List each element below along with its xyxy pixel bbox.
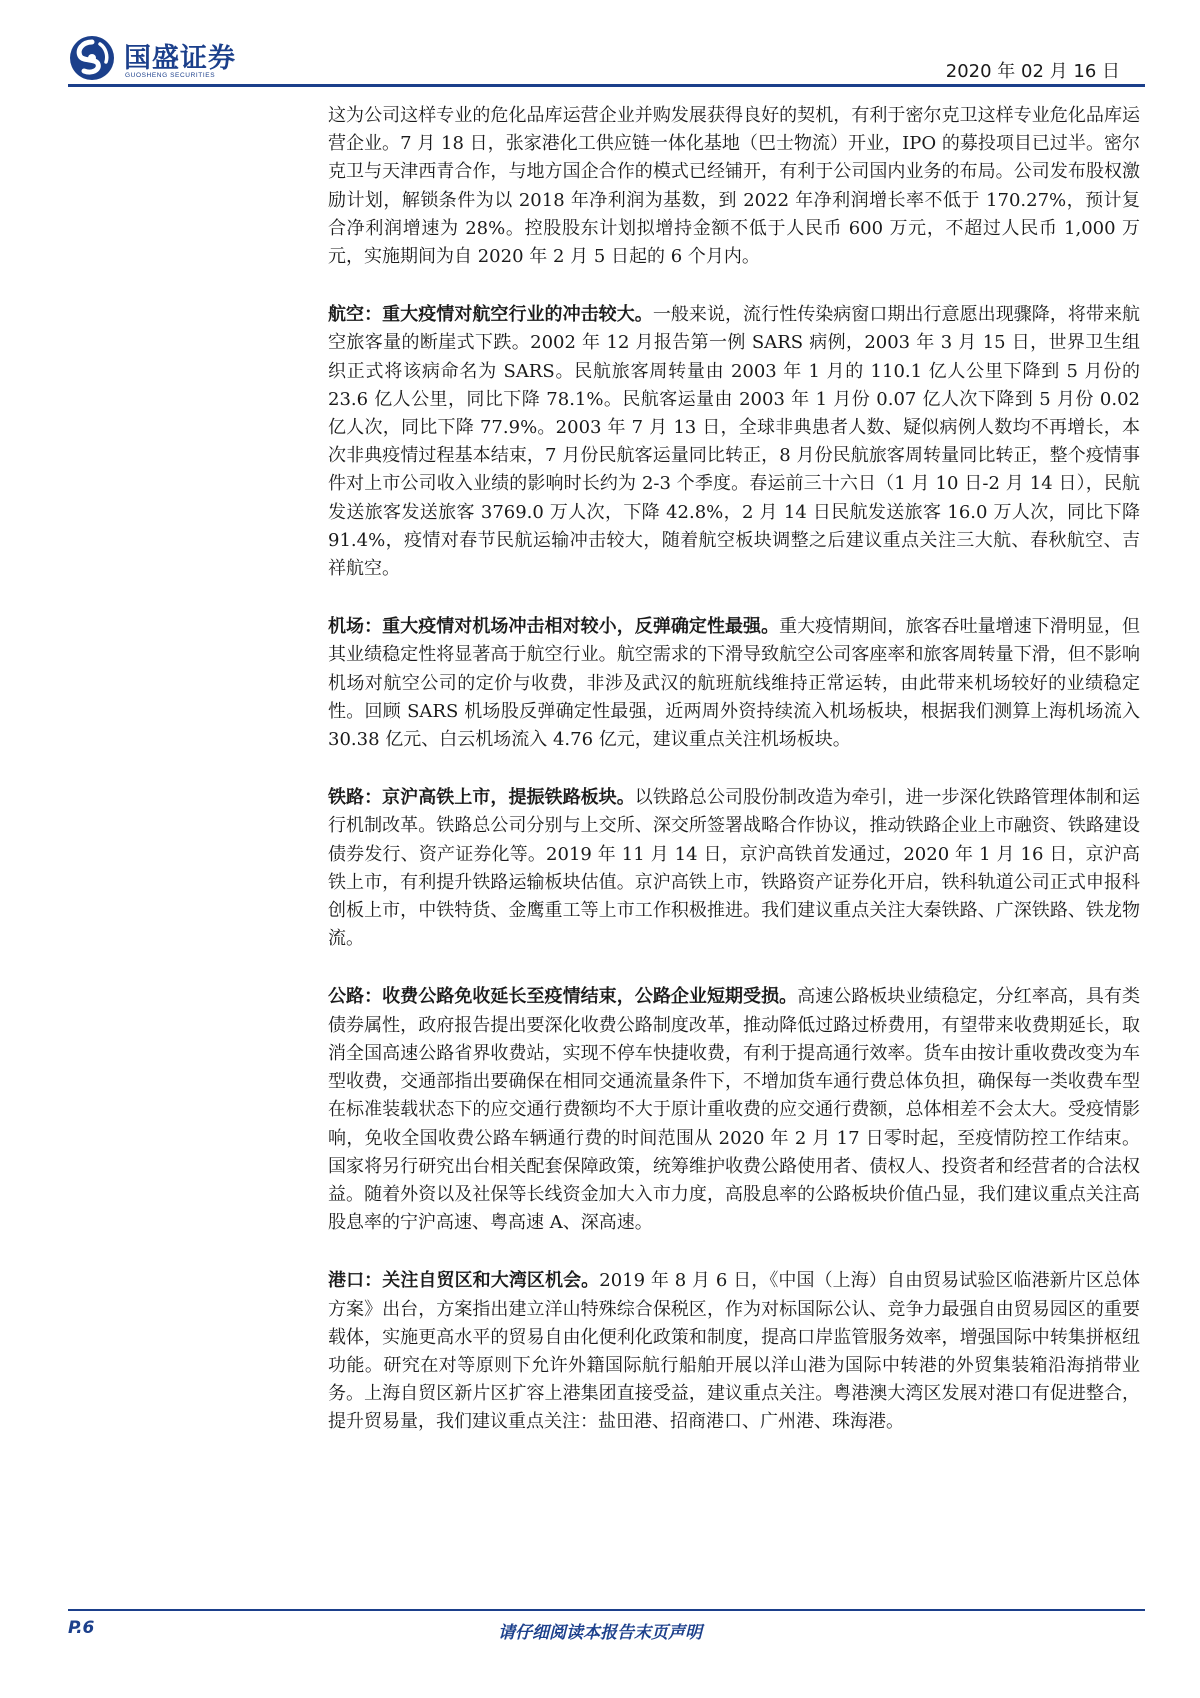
report-body xyxy=(328,102,1140,1467)
paragraph-airport xyxy=(328,613,1140,754)
brand-name: 国盛证券 xyxy=(124,43,236,74)
paragraph-highway xyxy=(328,983,1140,1237)
paragraph-aviation xyxy=(328,301,1140,583)
paragraph-mileke xyxy=(328,102,1140,271)
paragraph-lead: 港口：关注自贸区和大湾区机会。 xyxy=(328,1270,600,1292)
page-header xyxy=(0,0,1200,94)
paragraph-lead: 航空：重大疫情对航空行业的冲击较大。 xyxy=(328,304,653,326)
paragraph-text: 一般来说，流行性传染病窗口期出行意愿出现骤降，将带来航空旅客量的断崖式下跌。2002 年 12 月报告第一例 SARS 病例，2003 年 3 月 15 日，世界卫生组织正式将该病命名为 SARS。民航旅客周转量由 2003 年 1 月的 110.1 亿人公里下降到 5 月份的 23.6 亿人公里，同比下降 78.1%。民航客运量由 2003 年 1 月份 0.07 亿人次下降到 5 月份 0.02 亿人次，同比下降 77.9%。2003 年 7 月 13 日，全球非典患者人数、疑似病例人数均不再增长，本次非典疫情过程基本结束，7 月份民航客运量同比转正，8 月份民航旅客周转量同比转正，整个疫情事件对上市公司收入业绩的影响时长约为 2-3 个季度。春运前三十六日（1 月 10 日-2 月 14 日），民航发送旅客发送旅客 3769.0 万人次，下降 42.8%，2 月 14 日民航发送旅客 16.0 万人次，同比下降 91.4%，疫情对春节民航运输冲击较大，随着航空板块调整之后建议重点关注三大航、春秋航空、吉祥航空。 xyxy=(328,304,1141,580)
paragraph-text: 这为公司这样专业的危化品库运营企业并购发展获得良好的契机，有利于密尔克卫这样专业危化品库运营企业。7 月 18 日，张家港化工供应链一体化基地（巴士物流）开业，IPO 的募投项目已过半。密尔克卫与天津西青合作，与地方国企合作的模式已经铺开，有利于公司国内业务的布局。公司发布股权激励计划，解锁条件为以 2018 年净利润为基数，到 2022 年净利润增长率不低于 170.27%，预计复合净利润增速为 28%。控股股东计划拟增持金额不低于人民币 600 万元，不超过人民币 1,000 万元，实施期间为自 2020 年 2 月 5 日起的 6 个月内。 xyxy=(328,105,1140,268)
paragraph-lead: 公路：收费公路免收延长至疫情结束，公路企业短期受损。 xyxy=(328,986,798,1008)
paragraph-port xyxy=(328,1267,1140,1436)
header-divider xyxy=(68,84,1145,87)
paragraph-railway xyxy=(328,784,1140,953)
paragraph-text: 以铁路总公司股份制改造为牵引，进一步深化铁路管理体制和运行机制改革。铁路总公司分别与上交所、深交所签署战略合作协议，推动铁路企业上市融资、铁路建设债券发行、资产证券化等。2019 年 11 月 14 日，京沪高铁首发通过，2020 年 1 月 16 日，京沪高铁上市，有利提升铁路运输板块估值。京沪高铁上市，铁路资产证券化开启，铁科轨道公司正式申报科创板上市，中铁特货、金鹰重工等上市工作积极推进。我们建议重点关注大秦铁路、广深铁路、铁龙物流。 xyxy=(328,787,1141,950)
report-date: 2020 年 02 月 16 日 xyxy=(945,61,1120,82)
paragraph-text: 2019 年 8 月 6 日，《中国（上海）自由贸易试验区临港新片区总体方案》出台，方案指出建立洋山特殊综合保税区，作为对标国际公认、竞争力最强自由贸易园区的重要载体，实施更高水平的贸易自由化便利化政策和制度，提高口岸监管服务效率，增强国际中转集拼枢纽功能。研究在对等原则下允许外籍国际航行船舶开展以洋山港为国际中转港的外贸集装箱沿海捎带业务。上海自贸区新片区扩容上港集团直接受益，建议重点关注。粤港澳大湾区发展对港口有促进整合，提升贸易量，我们建议重点关注：盐田港、招商港口、广州港、珠海港。 xyxy=(328,1270,1141,1433)
paragraph-lead: 铁路：京沪高铁上市，提振铁路板块。 xyxy=(328,787,635,809)
brand-subtitle: GUOSHENG SECURITIES xyxy=(125,72,216,79)
footer-divider xyxy=(68,1609,1145,1611)
paragraph-text: 重大疫情期间，旅客吞吐量增速下滑明显，但其业绩稳定性将显著高于航空行业。航空需求的下滑导致航空公司客座率和旅客周转量下滑，但不影响机场对航空公司的定价与收费，非涉及武汉的航班航线维持正常运转，由此带来机场较好的业绩稳定性。回顾 SARS 机场股反弹确定性最强，近两周外资持续流入机场板块，根据我们测算上海机场流入 30.38 亿元、白云机场流入 4.76 亿元，建议重点关注机场板块。 xyxy=(328,616,1141,751)
guosheng-logo-icon xyxy=(68,34,116,82)
paragraph-text: 高速公路板块业绩稳定，分红率高，具有类债券属性，政府报告提出要深化收费公路制度改革，推动降低过路过桥费用，有望带来收费期延长，取消全国高速公路省界收费站，实现不停车快捷收费，有利于提高通行效率。货车由按计重收费改变为车型收费，交通部指出要确保在相同交通流量条件下，不增加货车通行费总体负担，确保每一类收费车型在标准装载状态下的应交通行费额均不大于原计重收费的应交通行费额，总体相差不会太大。受疫情影响，免收全国收费公路车辆通行费的时间范围从 2020 年 2 月 17 日零时起，至疫情防控工作结束。国家将另行研究出台相关配套保障政策，统筹维护收费公路使用者、债权人、投资者和经营者的合法权益。随着外资以及社保等长线资金加大入市力度，高股息率的公路板块价值凸显，我们建议重点关注高股息率的宁沪高速、粤高速 A、深高速。 xyxy=(328,986,1141,1234)
disclaimer-note: 请仔细阅读本报告末页声明 xyxy=(498,1623,702,1643)
page-number: P.6 xyxy=(68,1618,95,1638)
paragraph-lead: 机场：重大疫情对机场冲击相对较小，反弹确定性最强。 xyxy=(328,616,780,638)
